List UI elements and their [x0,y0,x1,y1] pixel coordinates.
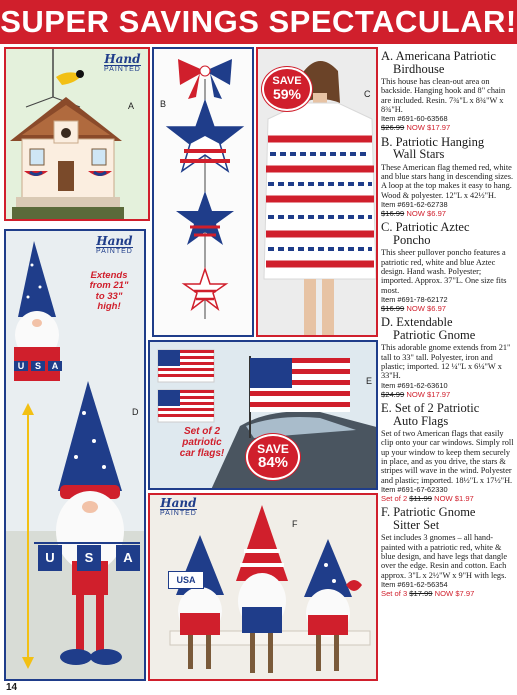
price-line [381,390,515,400]
big-usa-banner [38,545,140,571]
save-pct-c: 59% [272,86,302,102]
old-price: $16.99 [381,303,405,313]
item-number: Item #691-60-63568 [381,114,448,124]
callout-line-4: high! [97,301,121,313]
small-usa-banner [14,361,62,371]
product-letter: E. [381,401,392,416]
sale-price: NOW $7.97 [434,588,475,598]
product-title-line-1: Patriotic Gnome [393,505,476,520]
callout-line-1: Extends [90,270,128,281]
page-banner: SUPER SAVINGS SPECTACULAR! [0,0,517,44]
save-pct-e: 84% [257,454,289,471]
price-line [381,494,515,504]
product-title-line-1: Patriotic Aztec [395,220,470,235]
hand-painted-badge-f [160,497,197,517]
panel-letter-a: A [128,101,135,111]
extendable-gnome-photo [4,229,146,681]
auto-flags-photo [148,340,378,490]
extends-callout [76,271,142,313]
product-letter: D. [381,315,394,330]
panel-letter-e: E [366,376,373,386]
wall-stars-photo [152,47,254,337]
product-title-line-2: Birdhouse [393,61,445,76]
birdhouse-illustration [6,49,150,221]
product-title-line-1: Extendable [396,315,453,330]
car-flags-callout [172,426,232,459]
product-description: This sheer pullover poncho features a patriotic red, white and blue Aztec design. Hand wash. Polyester; imported. Approx. 37"L. One size fits most. [381,248,507,295]
product-description: This house has clean-out area on backside. Hanging hook and 8" chain are included. Resin. 7¾"L x 8¾"W x 8¾"H. [381,77,506,114]
panel-letter-d: D [132,407,139,417]
painted-badge-label-f: PAINTED [160,510,197,517]
item-number: Item #691-62-62738 [381,199,448,209]
old-price: $16.99 [381,208,405,218]
product-description: Set of two American flags that easily clip onto your car windows. Simply roll up your window to keep them securely in place, and as you drive, the stars & stripes will wave in the wind. Polyester and plastic; imported. 18½"L x 17½"H. [381,429,514,485]
wall-stars-illustration [154,49,254,337]
product-b [381,136,515,219]
big-pennant-s: S [77,545,101,571]
product-title [381,506,515,531]
product-letter: C. [381,220,393,235]
hand-badge-label: Hand [104,52,141,66]
old-price: $17.99 [409,588,433,598]
product-title-line-2: Sitter Set [393,517,440,532]
small-pennant-u: U [14,361,28,371]
product-description: This adorable gnome extends from 21" tall to 33" tall. Polyester, iron and plastic; imported. 12 ¼"L x 6¼"W x 33"H. [381,343,511,381]
product-title-line-2: Poncho [393,232,431,247]
product-description: Set includes 3 gnomes – all hand-painted with a patriotic red, white & blue design, and have legs that dangle over the edge. Resin and cotton. Each approx. 3"L x 2½"W x 9"H with legs. [381,533,508,580]
hand-badge-label-f: Hand [160,496,197,510]
big-pennant-a: A [116,545,140,571]
sale-price: NOW $6.97 [406,303,447,313]
sale-price: NOW $17.97 [406,389,451,399]
panel-letter-f: F [292,519,298,529]
product-e [381,402,515,503]
price-line [381,589,515,599]
product-title [381,136,515,161]
item-number: Item #691-78-62172 [381,294,448,304]
price-line [381,209,515,219]
save-burst-e [246,434,300,480]
item-number: Item #691-62-63610 [381,380,448,390]
product-descriptions [381,50,515,601]
item-number: Item #691-62-56354 [381,579,448,589]
product-title-line-2: Wall Stars [393,147,445,162]
product-title-line-2: Patriotic Gnome [393,327,476,342]
price-line [381,123,515,133]
product-c [381,221,515,313]
product-title [381,50,515,75]
price-prefix: Set of 2 [381,493,410,503]
small-pennant-a: A [48,361,62,371]
sale-price: NOW $6.97 [406,208,447,218]
item-number: Item #691-67-62330 [381,484,448,494]
birdhouse-photo [4,47,150,221]
e-callout-line-3: car flags! [179,448,225,459]
product-title [381,221,515,246]
product-description: These American flag themed red, white and blue stars hang in descending sizes. A loop at the top makes it easy to hang. Wood & polyester. 12"L x 42½"H. [381,162,514,200]
product-d [381,316,515,399]
product-title-line-1: Patriotic Hanging [395,134,485,149]
product-title-line-1: Americana Patriotic [395,49,496,63]
old-price: $11.99 [409,493,432,503]
save-word-e: SAVE [257,442,289,456]
price-prefix: Set of 3 [381,588,410,598]
old-price: $24.99 [381,389,405,399]
callout-line-2: from 21" [89,280,129,292]
poncho-photo [256,47,378,337]
big-pennant-u: U [38,545,62,571]
e-callout-line-1: Set of 2 [183,426,221,437]
panel-letter-c: C [364,89,371,99]
save-burst-c [262,67,312,111]
usa-sign: USA [168,571,204,589]
save-word-c: SAVE [272,75,302,87]
product-f [381,506,515,598]
price-line [381,304,515,314]
hand-painted-badge-d [96,235,133,255]
page-number: 14 [6,682,18,693]
callout-line-3: to 33" [95,290,123,302]
painted-badge-label-d: PAINTED [96,248,133,255]
product-a [381,50,515,133]
gnome-sitter-photo [148,493,378,681]
painted-badge-label: PAINTED [104,66,141,73]
product-letter: F. [381,505,391,520]
product-title-line-2: Auto Flags [393,413,449,428]
product-title-line-1: Set of 2 Patriotic [394,401,480,416]
product-title [381,316,515,341]
small-pennant-s: S [31,361,45,371]
e-callout-line-2: patriotic [182,437,222,448]
product-letter: A. [381,49,394,63]
sale-price: NOW $17.97 [406,123,451,133]
product-letter: B. [381,134,393,149]
sale-price: NOW $1.97 [434,493,474,503]
panel-letter-b: B [160,99,167,109]
product-title [381,402,515,427]
hand-badge-label-d: Hand [96,234,133,248]
hand-painted-badge [104,53,141,73]
old-price: $26.99 [381,123,405,133]
